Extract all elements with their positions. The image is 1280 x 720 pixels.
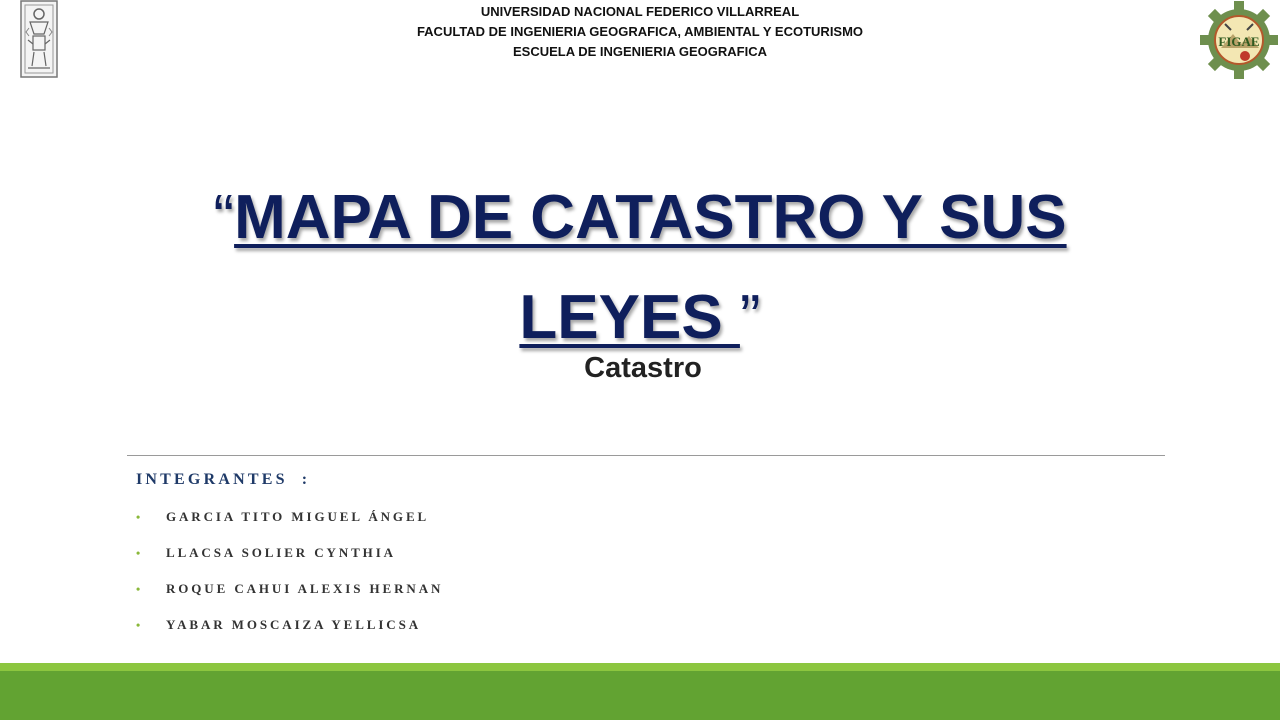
member-name: ROQUE CAHUI ALEXIS HERNAN — [166, 581, 444, 596]
slide-subtitle: Catastro — [584, 352, 702, 384]
svg-text:FIGAE: FIGAE — [1218, 34, 1260, 49]
bullet-icon: • — [136, 510, 141, 524]
footer-bar — [0, 671, 1280, 720]
bullet-icon: • — [136, 582, 141, 596]
bullet-icon: • — [136, 546, 141, 560]
bullet-icon: • — [136, 618, 141, 632]
list-item — [136, 542, 443, 578]
list-item — [136, 614, 443, 650]
title-line-1: MAPA DE CATASTRO Y SUS — [234, 183, 1067, 252]
slide-title — [140, 168, 1140, 368]
close-quote: ” — [739, 283, 761, 352]
title-line-2: LEYES — [519, 283, 740, 352]
divider — [127, 455, 1165, 456]
member-name: YABAR MOSCAIZA YELLICSA — [166, 617, 422, 632]
members-heading — [136, 471, 310, 489]
faculty-name: FACULTAD DE INGENIERIA GEOGRAFICA, AMBIENTAL Y ECOTURISMO — [416, 24, 864, 39]
university-crest-icon — [20, 0, 58, 78]
figae-gear-logo-icon — [1199, 0, 1279, 80]
members-list — [136, 506, 443, 650]
footer-accent-bar — [0, 663, 1280, 671]
list-item — [136, 578, 443, 614]
list-item — [136, 506, 443, 542]
members-heading-colon: : — [301, 471, 311, 488]
institution-header — [300, 2, 980, 62]
member-name: GARCIA TITO MIGUEL ÁNGEL — [166, 509, 430, 524]
members-heading-label: INTEGRANTES — [136, 471, 288, 488]
school-name: ESCUELA DE INGENIERIA GEOGRAFICA — [512, 44, 767, 59]
member-name: LLACSA SOLIER CYNTHIA — [166, 545, 396, 560]
open-quote: “ — [213, 183, 235, 252]
university-name: UNIVERSIDAD NACIONAL FEDERICO VILLARREAL — [480, 4, 800, 19]
